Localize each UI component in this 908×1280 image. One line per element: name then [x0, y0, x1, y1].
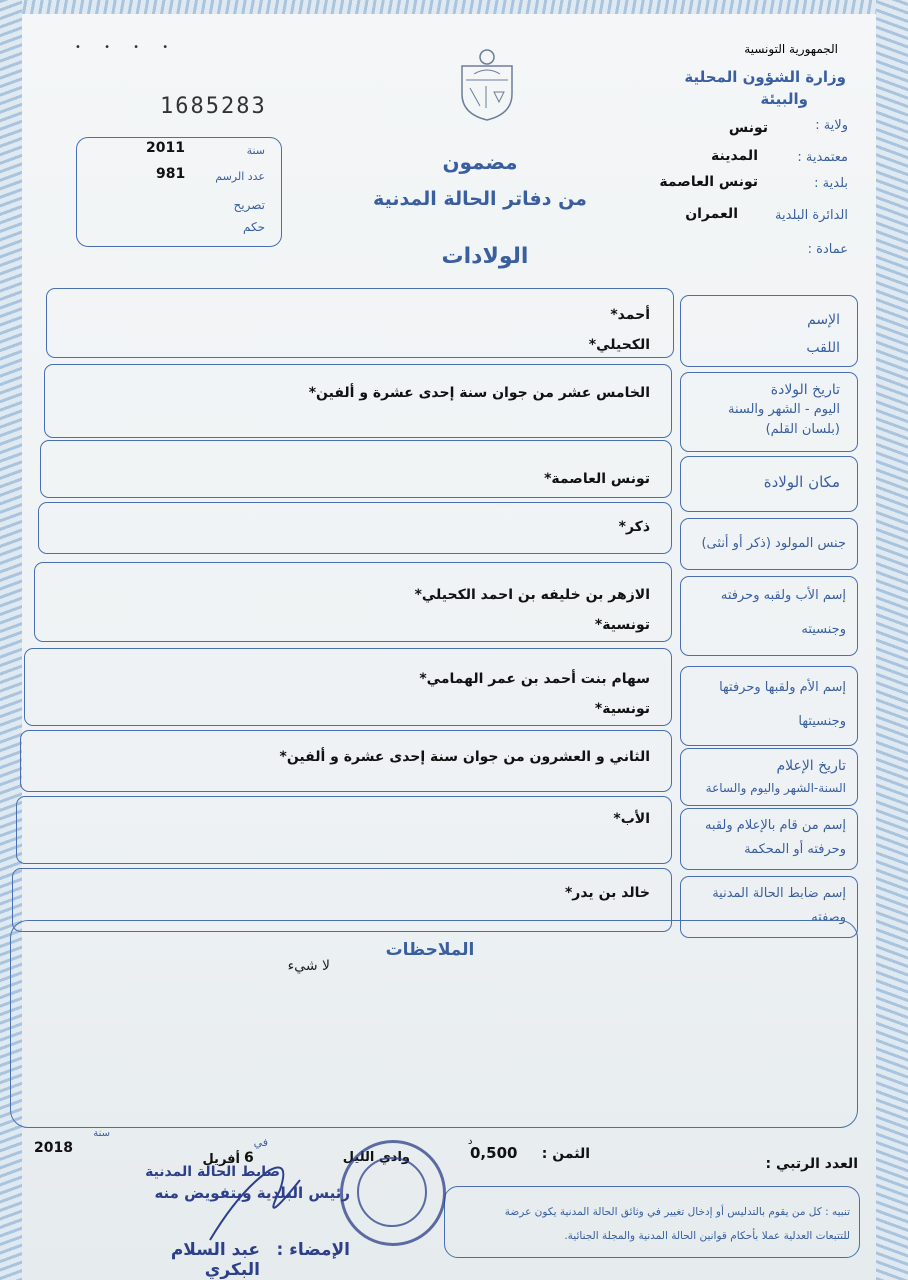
footer-date-prefix: في: [253, 1136, 268, 1149]
footer-price-value: 0,500: [470, 1144, 518, 1162]
row-sex-value1: ذكر*: [618, 519, 650, 535]
wilaya-value: تونس: [728, 120, 768, 136]
footer-date-day: 6: [244, 1150, 254, 1166]
row-officer-label2: وصفته: [811, 910, 846, 925]
municipality-value: تونس العاصمة: [659, 174, 758, 190]
reg-number-label: عدد الرسم: [215, 170, 265, 183]
reg-year-label: سنة: [246, 144, 265, 157]
row-name-value1: أحمد*: [610, 307, 650, 323]
row-mother-label1: إسم الأم ولقبها وحرفتها: [719, 680, 846, 695]
row-father-label2: وجنسيته: [801, 622, 846, 637]
row-officer-label1: إسم ضابط الحالة المدنية: [712, 886, 846, 901]
row-birthplace-label1: مكان الولادة: [763, 473, 840, 491]
stamp-inner-ring: [357, 1157, 427, 1227]
row-father-value1: الازهر بن خليفه بن احمد الكحيلي*: [414, 587, 650, 603]
footer-year-label: سنة: [93, 1128, 110, 1139]
row-name-label2: اللقب: [806, 340, 840, 356]
row-birthdate-label3: (بلسان القلم): [765, 422, 840, 437]
footer-price-label: الثمن :: [541, 1146, 590, 1162]
row-birthdate-value1: الخامس عشر من جوان سنة إحدى عشرة و ألفين*: [308, 385, 650, 401]
row-declaration-date-label2: السنة-الشهر واليوم والساعة: [705, 781, 846, 795]
delegation-value: المدينة: [711, 148, 758, 164]
row-name-label1: الإسم: [807, 312, 840, 328]
row-declaration-date-label1: تاريخ الإعلام: [776, 758, 846, 774]
section-title: الولادات: [441, 244, 529, 269]
serial-number: 1685283: [160, 94, 267, 119]
title-line1: مضمون: [442, 150, 518, 174]
notice-line2: للتتبعات العدلية عملا بأحكام قوانين الحالة المدنية والمجلة الجنائية.: [564, 1230, 850, 1242]
notice-line1: تنبيه : كل من يقوم بالتدليس أو إدخال تغيير في وثائق الحالة المدنية يكون عرضة: [504, 1206, 850, 1218]
header-dots: • • • •: [75, 42, 179, 53]
reg-year-value: 2011: [146, 140, 185, 156]
row-father-value2: تونسية*: [594, 617, 650, 633]
row-father-label1: إسم الأب ولقبه وحرفته: [720, 588, 846, 603]
reg-number-value: 981: [156, 166, 186, 182]
row-sex-label1: جنس المولود (ذكر أو أنثى): [701, 536, 846, 551]
row-declarant-label2: وحرفته أو المحكمة: [744, 842, 846, 857]
footer-officer-line: ضابط الحالة المدنية: [145, 1164, 280, 1180]
wilaya-label: ولاية :: [815, 118, 848, 133]
footer-delegate-line: رئيس البلدية وبتفويض منه: [154, 1184, 350, 1202]
reg-declaration-label: تصريح: [233, 198, 265, 212]
footer-place: وادي الليل: [342, 1150, 410, 1165]
guilloche-border-right: [876, 0, 908, 1280]
ministry-line1: وزارة الشؤون المحلية: [684, 68, 846, 86]
delegation-label: معتمدية :: [797, 150, 848, 165]
signature-scribble: [200, 1150, 320, 1250]
row-declaration-date-value1: الثاني و العشرون من جوان سنة إحدى عشرة و ألفين*: [279, 749, 650, 765]
imada-label: عمادة :: [807, 242, 848, 257]
ministry-line2: والبيئة: [760, 90, 808, 108]
notice-box: [444, 1186, 860, 1258]
guilloche-border-top: [0, 0, 908, 14]
remarks-value: لا شيء: [287, 958, 330, 974]
row-birthdate-label1: تاريخ الولادة: [770, 382, 840, 398]
reg-judgment-label: حكم: [242, 220, 265, 234]
district-label: الدائرة البلدية: [775, 208, 848, 223]
row-birthplace-value1: تونس العاصمة*: [544, 471, 650, 487]
row-mother-value2: تونسية*: [594, 701, 650, 717]
row-declarant-value1: الأب*: [613, 811, 650, 827]
title-line2: من دفاتر الحالة المدنية: [373, 188, 587, 210]
row-officer-value1: خالد بن يدر*: [564, 885, 650, 901]
official-stamp: [340, 1140, 446, 1246]
remarks-title: الملاحظات: [385, 940, 475, 960]
municipality-label: بلدية :: [814, 176, 848, 191]
signature-name: عبد السلام البكري: [170, 1240, 260, 1280]
footer-date-month: أفريل: [202, 1152, 240, 1167]
row-mother-label2: وجنسيتها: [798, 714, 846, 729]
footer-price-unit: د: [468, 1136, 473, 1147]
tunisia-emblem-icon: [458, 48, 516, 122]
footer-year-value: 2018: [34, 1140, 73, 1156]
row-birthdate-label2: اليوم - الشهر والسنة: [727, 402, 840, 417]
signature-prefix: الإمضاء :: [276, 1240, 350, 1260]
footer-serial-label: العدد الرتبي :: [765, 1156, 858, 1172]
row-declarant-label1: إسم من قام بالإعلام ولقبه: [704, 818, 846, 833]
row-name-value2: الكحيلي*: [588, 337, 650, 353]
district-value: العمران: [685, 206, 738, 222]
row-mother-value1: سهام بنت أحمد بن عمر الهمامي*: [419, 671, 650, 687]
republic-label: الجمهورية التونسية: [744, 42, 838, 56]
